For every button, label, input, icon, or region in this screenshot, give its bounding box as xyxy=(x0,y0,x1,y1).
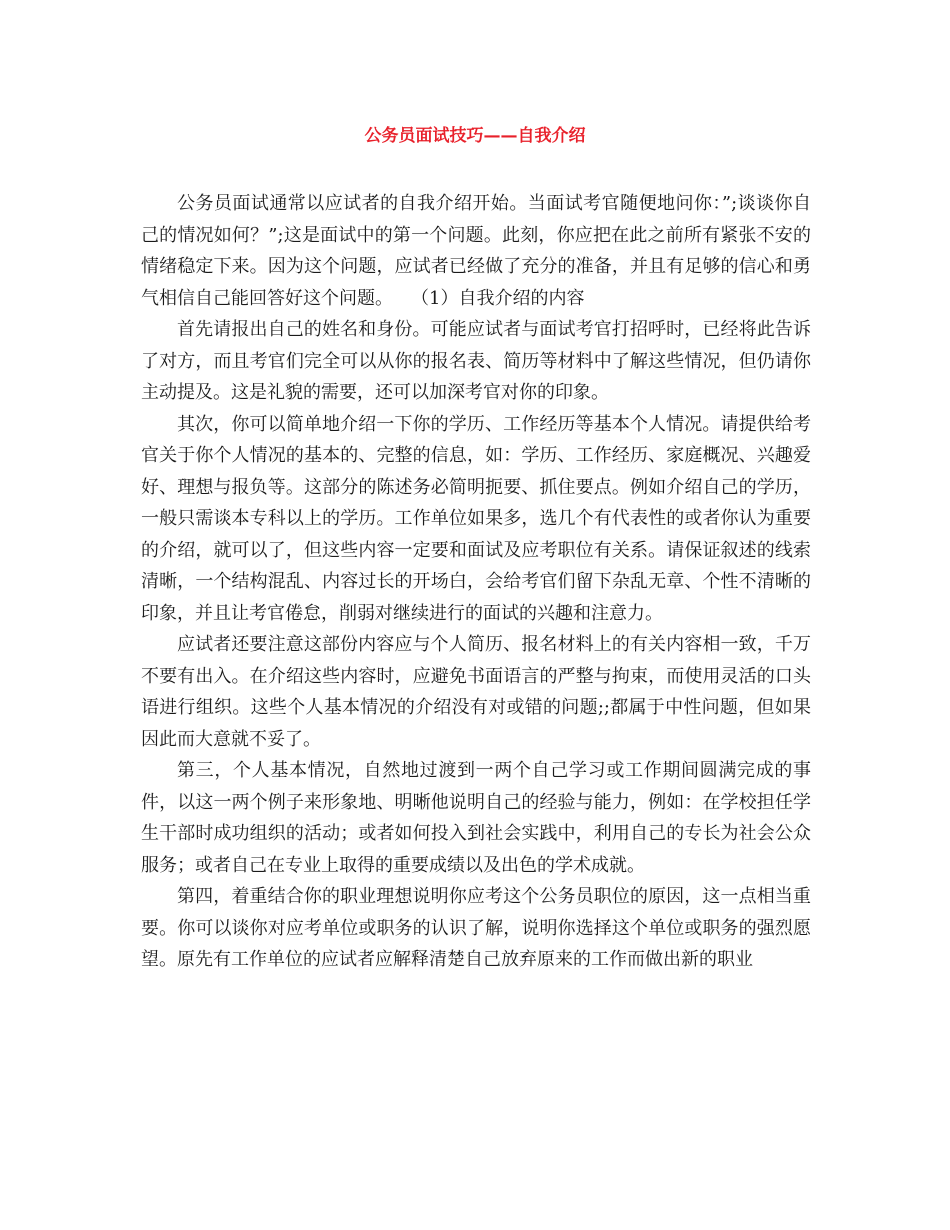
document-title: 公务员面试技巧——自我介绍 xyxy=(364,126,586,146)
paragraph-third-point: 第三，个人基本情况，自然地过渡到一两个自己学习或工作期间圆满完成的事件，以这一两个例子来形象地、明晰他说明自己的经验与能力，例如：在学校担任学生干部时成功组织的活动；或者如何投入到社会实践中，利用自己的专长为社会公众服务；或者自己在专业上取得的重要成绩以及出色的学术成就。 xyxy=(141,760,811,876)
paragraph-second-point: 其次，你可以简单地介绍一下你的学历、工作经历等基本个人情况。请提供给考官关于你个人情况的基本的、完整的信息，如：学历、工作经历、家庭概况、兴趣爱好、理想与报负等。这部分的陈述务必简明扼要、抓住要点。例如介绍自己的学历，一般只需谈本专科以上的学历。工作单位如果多，选几个有代表性的或者你认为重要的介绍，就可以了，但这些内容一定要和面试及应考职位有关系。请保证叙述的线索清晰，一个结构混乱、内容过长的开场白，会给考官们留下杂乱无章、个性不清晰的印象，并且让考官倦怠，削弱对继续进行的面试的兴趣和注意力。 xyxy=(141,413,811,624)
paragraph-consistency: 应试者还要注意这部份内容应与个人简历、报名材料上的有关内容相一致，千万不要有出入。在介绍这些内容时，应避免书面语言的严整与拘束，而使用灵活的口头语进行组织。这些个人基本情况的介绍没有对或错的问题;;都属于中性问题，但如果因此而大意就不妥了。 xyxy=(141,634,811,750)
paragraph-intro: 公务员面试通常以应试者的自我介绍开始。当面试考官随便地问你：”;谈谈你自己的情况如何？”;这是面试中的第一个问题。此刻，你应把在此之前所有紧张不安的情绪稳定下来。因为这个问题，应试者已经做了充分的准备，并且有足够的信心和勇气相信自己能回答好这个问题。 （1）自我介绍的内容 xyxy=(141,193,811,309)
document-body xyxy=(141,188,811,976)
paragraph-first-point: 首先请报出自己的姓名和身份。可能应试者与面试考官打招呼时，已经将此告诉了对方，而且考官们完全可以从你的报名表、简历等材料中了解这些情况，但仍请你主动提及。这是礼貌的需要，还可以加深考官对你的印象。 xyxy=(141,319,811,403)
paragraph-fourth-point: 第四，着重结合你的职业理想说明你应考这个公务员职位的原因，这一点相当重要。你可以谈你对应考单位或职务的认识了解，说明你选择这个单位或职务的强烈愿望。原先有工作单位的应试者应解释清楚自己放弃原来的工作而做出新的职业 xyxy=(141,886,811,970)
